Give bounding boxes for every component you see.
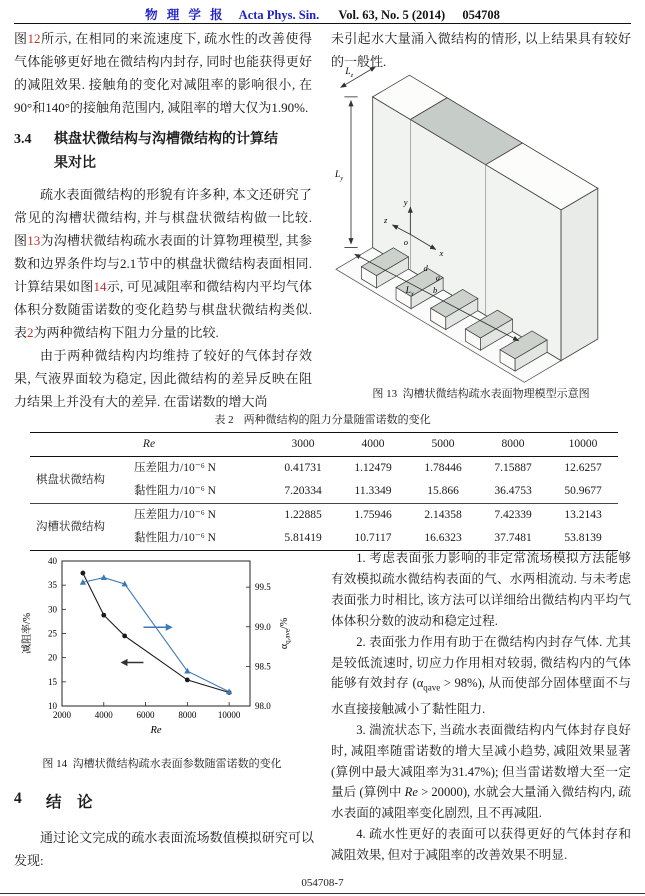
groove-depth-label: d [423,263,428,274]
groove-gap-label: b [432,284,438,295]
series-line-αq,ave [83,578,229,692]
arrowhead [166,624,173,631]
table-2 [30,432,618,551]
left-tick-label: 30 [48,604,57,615]
row-label: 压差阻力/10⁻⁶ N [134,462,216,474]
dimension-label-Ly: $L_y$ [334,169,344,182]
groove-width-label: a [435,272,441,283]
section-4 [14,790,314,872]
x-tick-label: 4000 [94,710,113,720]
table-cell: 36.4753 [494,485,532,497]
circle-marker [101,613,106,618]
left-tick-label: 15 [48,676,57,687]
y-axis-label: y [403,197,408,208]
table-cell: 16.6323 [424,532,462,544]
z-axis-label: z [383,215,388,226]
conclusion-item-2: 2. 表面张力作用有助于在微结构内封存气体. 尤其是较低流速时, 切应力作用相对较弱, 微结构内的气体能够有效封存 $(\alpha_{qave} > 98\%)$, 从而使部分固体壁面不与水直接接触减小了黏性阻力. [331,634,631,716]
table-2-caption: 表 2 两种微结构的阻力分量随雷诺数的变化 [214,414,431,426]
left-tick-label: 35 [48,580,57,591]
wall-right-face [561,188,598,360]
circle-marker [80,571,85,576]
x-tick-label: 6000 [136,710,155,720]
table-cell: 13.2143 [548,504,618,528]
section-title: 结 论 [46,794,93,811]
table-cell: 7.15887 [494,462,532,474]
header-rule [14,23,631,24]
plot-frame [62,561,250,706]
x-axis-title: Re [150,725,162,736]
column-header: 4000 [338,433,408,457]
origin-label: o [403,236,408,247]
triangle-marker [101,574,107,580]
row-label: 黏性阻力/10⁻⁶ N [134,485,216,497]
table-cell: 0.41731 [284,462,322,474]
section-heading-4 [14,790,314,812]
right-tick-label: 99.5 [255,582,271,593]
conclusion-item-1: 1. 考虑表面张力影响的非定常流场模拟方法能够有效模拟疏水微结构表面的气、水两相流动. 与未考虑表面张力时相比, 该方法可以详细给出微结构内平均气体体积分数的波动和稳定过程. [331,551,631,628]
table-cell: 7.42339 [478,504,548,528]
figure-13-caption: 图 13 沟槽状微结构疏水表面物理模型示意图 [372,388,590,400]
right-tick-label: 98.0 [255,701,271,711]
table-cell: 10.7117 [354,532,392,544]
conclusions-column [331,548,631,866]
paragraph: 通过论文完成的疏水表面流场数值模拟研究可以发现: [14,830,314,868]
left-tick-label: 20 [48,652,57,663]
arrowhead [120,659,127,666]
figure-reference: 13 [27,233,41,248]
section-heading-3-4 [14,128,312,176]
figure-14-caption: 图 14 沟槽状微结构疏水表面参数随雷诺数的变化 [42,758,282,770]
dimension-label-Lx: $L_x$ [405,285,414,298]
series-line-减阻率 [83,573,229,692]
table-cell: 12.6257 [564,462,602,474]
groove-microstructure-3d-diagram [330,62,632,387]
table-row [30,457,618,481]
row-label: 黏性阻力/10⁻⁶ N [134,532,216,544]
right-tick-label: 98.5 [255,661,271,672]
conclusion-item-4: 4. 疏水性更好的表面可以获得更好的气体封存和减阻效果, 但对于减阻率的改善效果不明显. [331,827,631,863]
x-axis-label: x [439,248,444,259]
table-cell: 1.12479 [354,462,392,474]
section-number: 3.4 [14,132,32,147]
paragraph: 疏水表面微结构的形貌有许多种, 本文还研究了常见的沟槽状微结构, 并与棋盘状微结构做一比较. 图13为沟槽状微结构疏水表面的计算物理模型, 其参数和边界条件均与2.1节中的棋盘状微结构表面相同. 计算结果如图14示, 可见减阻率和微结构内平均气体体积分数随雷诺数的变化趋势与棋盘状微结构类似. 表2为两种微结构下阻力分量的比较. [14,187,312,340]
table-cell: 5.81419 [284,532,322,544]
table-cell: 1.75946 [338,504,408,528]
table-cell: 15.866 [427,485,459,497]
column-header: 5000 [408,433,478,457]
circle-marker [122,634,127,639]
article-number: 054708 [462,8,500,22]
table-cell: 1.78446 [424,462,462,474]
row-label: 压差阻力/10⁻⁶ N [128,504,268,528]
column-header: 3000 [268,433,338,457]
left-tick-label: 40 [48,556,57,566]
table-cell: 37.7481 [494,532,532,544]
figure-14-chart [18,551,300,756]
table-2-block [30,411,615,551]
group-label: 棋盘状微结构 [36,473,105,486]
table-cell: 53.8139 [564,532,602,544]
dimension-label-Lz: $L_z$ [345,67,354,80]
table-cell: 1.22885 [268,504,338,528]
column-header-re: Re [30,433,268,457]
table-row [30,504,618,528]
right-axis-title: $\alpha_{q,ave}/\%$ [279,617,292,650]
right-tick-label: 99.0 [255,621,271,632]
table-cell: 2.14358 [408,504,478,528]
paragraph: 未引起水大量涌入微结构的情形, 以上结果具有较好的一般性. [331,31,631,69]
running-head [0,5,645,23]
paragraph: 图12所示, 在相同的来流速度下, 疏水性的改善使得气体能够更好地在微结构内封存, 同时也能获得更好的减阻效果. 接触角的变化对减阻率的影响很小, 在90°和140°的接触角范围内, 减阻率的增大仅为1.90%. [14,31,312,115]
section-number: 4 [14,790,22,807]
journal-title-cn: 物 理 学 报 [145,8,226,22]
page-number: 054708-7 [301,877,344,889]
group-label: 沟槽状微结构 [30,504,128,551]
table-reference: 2 [27,325,34,340]
drag-reduction-line-chart [18,551,300,751]
column-header: 10000 [548,433,618,457]
conclusion-item-3: 3. 湍流状态下, 当疏水表面微结构内气体封存良好时, 减阻率随雷诺数的增大呈减小趋势, 减阻效果显著 (算例中最大减阻率为31.47%); 但当雷诺数增大至一定量后 (算例中 Re > 20000), 水就会大量涌入微结构内, 疏水表面的减阻率变化剧烈, 且不再减阻. [331,722,632,821]
left-column-upper [14,27,312,413]
table-header-row [30,433,618,457]
figure-13-schematic [330,62,632,392]
figure-reference: 12 [27,31,41,46]
x-tick-label: 8000 [178,710,197,720]
bottom-rule [0,893,645,894]
paragraph: 由于两种微结构内均维持了较好的气体封存效果, 气液界面较为稳定, 因此微结构的差异反映在阻力结果上并没有大的差异. 在雷诺数的增大尚 [14,348,312,409]
circle-marker [185,678,190,683]
x-tick-label: 10000 [217,710,241,720]
section-title: 棋盘状微结构与沟槽微结构的计算结果对比 [54,132,278,171]
left-tick-label: 10 [48,701,57,711]
volume-issue: Vol. 63, No. 5 (2014) [338,8,446,22]
table-cell: 11.3349 [354,485,392,497]
left-tick-label: 25 [48,628,57,639]
table-cell: 7.20334 [284,485,322,497]
journal-title-en: Acta Phys. Sin. [238,8,320,22]
figure-reference: 14 [93,279,107,294]
x-tick-label: 2000 [53,710,71,720]
table-cell: 50.9677 [564,485,602,497]
column-header: 8000 [478,433,548,457]
left-axis-title: 减阻率/% [22,612,33,655]
